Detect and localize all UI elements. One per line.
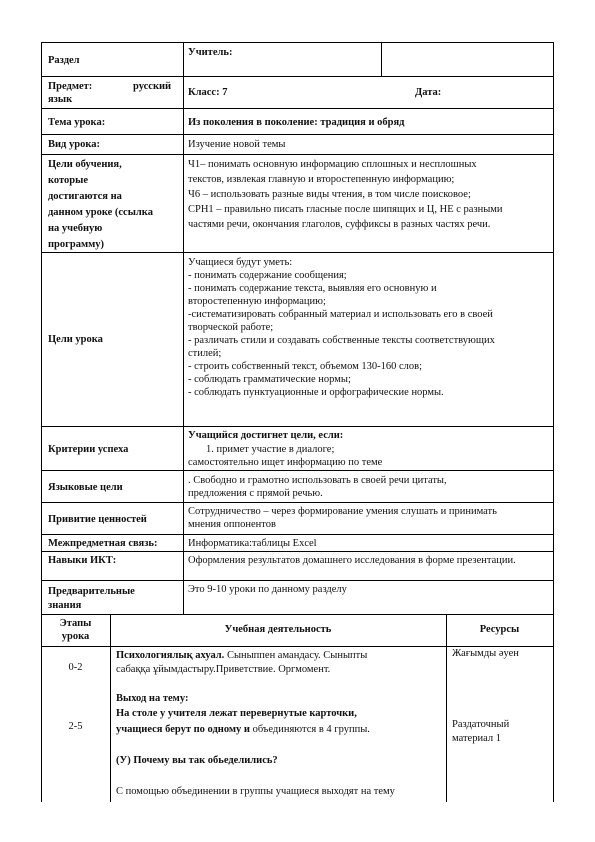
values-line: Сотрудничество – через формирование умения слушать и принимать xyxy=(188,506,497,517)
prior-knowledge-label-1: Предварительные xyxy=(48,586,135,597)
lesson-type-label: Вид урока: xyxy=(48,139,100,150)
table-border xyxy=(41,76,554,77)
activity-text xyxy=(116,723,370,736)
psych-mood-text: Сыныппен амандасу. Сыныпты xyxy=(224,650,368,661)
language-objectives-label: Языковые цели xyxy=(48,482,123,493)
section-label: Раздел xyxy=(48,55,80,66)
values-label: Привитие ценностей xyxy=(48,514,147,525)
learning-objectives-label-4: данном уроке (ссылка xyxy=(48,207,153,218)
cross-curricular-value: Информатика:таблицы Excel xyxy=(188,538,317,549)
date-label: Дата: xyxy=(415,87,442,98)
success-criteria-item: 1. примет участие в диалоге; xyxy=(206,444,335,455)
psych-mood-heading: Психологиялық ахуал. xyxy=(116,650,225,661)
activity-text: На столе у учителя лежат перевернутые карточки, xyxy=(116,708,357,719)
stage-time: 0-2 xyxy=(68,662,83,673)
table-border xyxy=(41,42,554,43)
col-resources-header: Ресурсы xyxy=(479,624,520,635)
table-border xyxy=(41,551,554,552)
lesson-objective-line: - понимать содержание сообщения; xyxy=(188,270,347,281)
table-border xyxy=(446,614,447,802)
activity-text xyxy=(116,649,367,662)
lesson-objective-line: - различать стили и создавать собственные тексты соответствующих xyxy=(188,335,495,346)
teacher-label: Учитель: xyxy=(188,47,233,58)
cards-line-2-regular: объединяются в 4 группы. xyxy=(249,724,370,735)
learning-objective-line: Ч6 – использовать разные виды чтения, в том числе поисковое; xyxy=(188,189,471,200)
table-border xyxy=(41,42,42,614)
lesson-objectives-label: Цели урока xyxy=(48,334,103,345)
learning-objective-line: текстов, извлекая главную и второстепенную информацию; xyxy=(188,174,455,185)
cards-line-2-bold: учащиеся берут по одному и xyxy=(116,724,250,735)
topic-label: Тема урока: xyxy=(48,117,106,128)
subject-value-part1: русский xyxy=(133,81,172,92)
grade-label: Класс: 7 xyxy=(188,87,228,98)
lesson-objective-line: - строить собственный текст, объемом 130-160 слов; xyxy=(188,361,423,372)
table-border xyxy=(41,108,554,109)
activity-text: сабаққа ұйымдастыру.Приветствие. Оргмомент. xyxy=(116,664,331,675)
transition-heading: Выход на тему: xyxy=(116,693,189,704)
table-border xyxy=(41,614,554,615)
learning-objectives-label-6: программу) xyxy=(48,239,105,250)
ict-skills-value: Оформления результатов домашнего исследования в форме презентации. xyxy=(188,555,516,566)
lesson-objective-line: второстепенную информацию; xyxy=(188,296,326,307)
stage-time: 2-5 xyxy=(68,721,83,732)
table-border xyxy=(41,252,554,253)
table-border xyxy=(41,470,554,471)
lesson-objective-line: творческой работе; xyxy=(188,322,274,333)
learning-objectives-label-2: которые xyxy=(48,175,88,186)
topic-value: Из поколения в поколение: традиция и обряд xyxy=(188,117,405,128)
success-criteria-item: самостоятельно ищет информацию по теме xyxy=(188,457,383,468)
col-stages-header-2: урока xyxy=(61,631,90,642)
table-border xyxy=(553,42,554,614)
resource-item: Жағымды әуен xyxy=(452,648,519,659)
question-heading: (У) Почему вы так обьеделились? xyxy=(116,755,278,766)
learning-objectives-label-5: на учебную xyxy=(48,223,103,234)
learning-objectives-label-1: Цели обучения, xyxy=(48,159,122,170)
resource-item: Раздаточный xyxy=(452,719,510,730)
col-stages-header-1: Этапы xyxy=(59,618,92,629)
activity-text: С помощью объединении в группы учащиеся выходят на тему xyxy=(116,786,395,797)
lesson-objective-line: -систематизировать собранный материал и использовать его в своей xyxy=(188,309,493,320)
table-border xyxy=(41,580,554,581)
values-line: мнения оппонентов xyxy=(188,519,276,530)
table-border xyxy=(183,42,184,614)
table-border xyxy=(381,42,382,76)
learning-objective-line: частями речи, окончания глаголов, суффиксы в разных частях речи. xyxy=(188,219,491,230)
learning-objective-line: Ч1– понимать основную информацию сплошных и несплошных xyxy=(188,159,477,170)
col-activity-header: Учебная деятельность xyxy=(224,624,332,635)
cross-curricular-label: Межпредметная связь: xyxy=(48,538,158,549)
table-border xyxy=(110,614,111,802)
ict-skills-label: Навыки ИКТ: xyxy=(48,555,117,566)
lesson-objective-line: - соблюдать грамматические нормы; xyxy=(188,374,351,385)
table-border xyxy=(41,154,554,155)
table-border xyxy=(553,614,554,802)
subject-label: Предмет: xyxy=(48,81,93,92)
language-objectives-line: предложения с прямой речью. xyxy=(188,488,323,499)
success-criteria-heading: Учащийся достигнет цели, если: xyxy=(188,430,344,441)
table-border xyxy=(41,534,554,535)
learning-objective-line: СРН1 – правильно писать гласные после шипящих и Ц, НЕ с разными xyxy=(188,204,503,215)
lesson-objective-line: Учащиеся будут уметь: xyxy=(188,257,293,268)
learning-objectives-label-3: достигаются на xyxy=(48,191,122,202)
lesson-objective-line: - понимать содержание текста, выявляя его основную и xyxy=(188,283,437,294)
table-border xyxy=(41,502,554,503)
language-objectives-line: . Свободно и грамотно использовать в своей речи цитаты, xyxy=(188,475,447,486)
lesson-objective-line: стилей; xyxy=(188,348,222,359)
success-criteria-label: Критерии успеха xyxy=(48,444,129,455)
prior-knowledge-label-2: знания xyxy=(48,600,82,611)
table-border xyxy=(41,426,554,427)
table-border xyxy=(41,134,554,135)
resource-item: материал 1 xyxy=(452,733,501,744)
subject-value-part2: язык xyxy=(48,94,73,105)
lesson-objective-line: - соблюдать пунктуационные и орфографические нормы. xyxy=(188,387,444,398)
lesson-type-value: Изучение новой темы xyxy=(188,139,286,150)
prior-knowledge-value: Это 9-10 уроки по данному разделу xyxy=(188,584,347,595)
